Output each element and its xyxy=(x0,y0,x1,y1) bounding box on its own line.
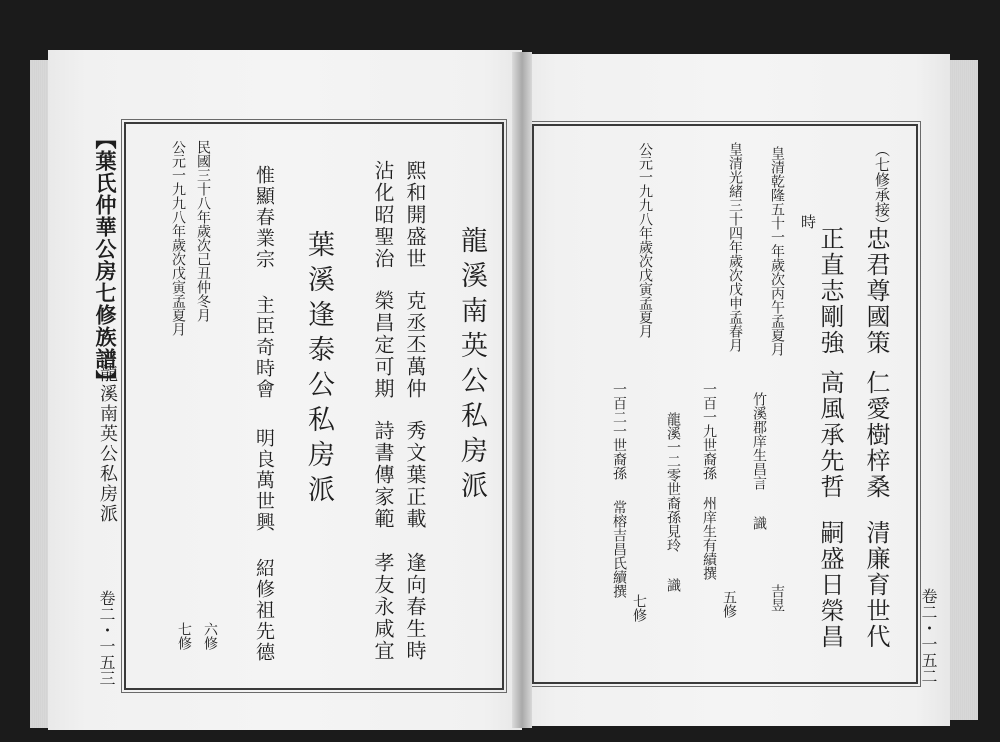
right-date-1998: 公元一九九八年歲次戊寅孟夏月 xyxy=(637,142,653,338)
poem-col-fengxiang: 逢向春生時 xyxy=(403,552,427,662)
author-4-generation: 一百二一世裔孫 xyxy=(611,382,627,480)
right-date-qianlong: 皇清乾隆五十一年歲次丙午孟夏月 xyxy=(769,146,785,356)
left-date-1998: 公元一九九八年歲次戊寅孟夏月 xyxy=(170,140,186,336)
poem-col-shishu: 詩書傳家範 xyxy=(371,420,395,530)
author-3-suffix: 識 xyxy=(665,578,681,592)
right-page-edges xyxy=(948,60,978,720)
author-2-generation: 一百一九世裔孫 xyxy=(701,382,717,480)
verse-a: 惟顯春業宗 xyxy=(253,165,275,270)
author-4-name: 常榕吉昌氏續撰 xyxy=(611,500,627,598)
poem-col-kecheng: 克丞丕萬仲 xyxy=(403,290,427,400)
verse-c: 明良萬世興 xyxy=(253,428,275,533)
right-page-number: 卷二・一五二 xyxy=(919,588,938,684)
left-date-minguo: 民國三十八年歲次己丑仲冬月 xyxy=(195,140,211,322)
section-title: 龍溪南英公私房派 xyxy=(97,364,118,524)
poem-col-sisheng: 嗣盛日榮昌 xyxy=(816,520,844,650)
poem-col-zhongjun: 忠君尊國策 xyxy=(862,226,890,356)
poem-col-renai: 仁愛樹梓桑 xyxy=(862,370,890,500)
poem-col-xiaoyou: 孝友永咸宜 xyxy=(371,552,395,662)
right-edition-7: 七修 xyxy=(631,594,647,622)
author-2-name: 州庠生有績撰 xyxy=(701,496,717,580)
poem-col-zhengzhi: 正直志剛強 xyxy=(816,226,844,356)
verse-d: 紹修祖先德 xyxy=(253,558,275,663)
right-edition-5: 五修 xyxy=(721,590,737,618)
left-page-number: 卷二・一五三 xyxy=(97,590,116,686)
poem-col-gaofeng: 高風承先哲 xyxy=(816,370,844,500)
verse-b: 主臣奇時會 xyxy=(253,295,275,400)
heading-yexi: 葉溪逢泰公私房派 xyxy=(303,230,334,510)
book-title: 【葉氏仲華公房七修族譜】 xyxy=(93,128,118,392)
poem-col-qinglian: 清廉育世代 xyxy=(862,520,890,650)
poem-col-xiuwen: 秀文葉正載 xyxy=(403,420,427,530)
continuation-note: （七修承接） xyxy=(873,142,891,232)
author-1-suffix: 識 xyxy=(751,516,767,530)
author-3-generation: 龍溪一二零世裔孫見玲 xyxy=(665,412,681,552)
author-1-name: 竹溪郡庠生昌言 xyxy=(751,392,767,490)
author-1-signature: 吉昱 xyxy=(769,584,785,612)
time-label: 時 xyxy=(799,214,817,229)
poem-col-rongchang: 榮昌定可期 xyxy=(371,290,395,400)
heading-longxi: 龍溪南英公私房派 xyxy=(456,226,487,506)
book-spine xyxy=(512,52,532,728)
left-edition-6: 六修 xyxy=(202,622,218,650)
left-page xyxy=(48,50,522,730)
poem-col-zhanhua: 沾化昭聖治 xyxy=(371,160,395,270)
left-edition-7: 七修 xyxy=(176,622,192,650)
right-date-guangxu: 皇清光緒三十四年歲次戊申孟春月 xyxy=(727,142,743,352)
poem-col-xihe: 熙和開盛世 xyxy=(403,160,427,270)
